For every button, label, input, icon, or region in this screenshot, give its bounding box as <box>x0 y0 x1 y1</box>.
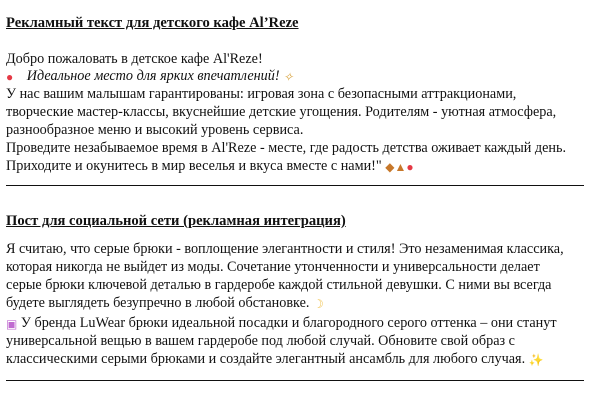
food-icon: ◆ <box>385 159 395 174</box>
body-line-3: разнообразное меню и высокий уровень сервиса. <box>6 122 304 138</box>
confetti-icon: ✧ <box>283 69 294 84</box>
para2-line-1: ▣ У бренда LuWear брюки идеальной посадки и благородного серого оттенка – они станут <box>6 315 557 331</box>
pizza-icon: ▲ <box>394 159 407 174</box>
para1-line-1: Я считаю, что серые брюки - воплощение элегантности и стиля! Это незаменимая классика, <box>6 241 564 257</box>
shopping-bag-icon: ▣ <box>6 316 18 331</box>
section1-heading: Рекламный текст для детского кафе Al’Reze <box>6 15 299 31</box>
body-line-4: Проведите незабываемое время в Al'Reze - месте, где радость детства оживает каждый день. <box>6 140 567 156</box>
crescent-icon: ☽ <box>312 296 324 311</box>
para2-line-3: классическими серыми брюками и создайте элегантный ансамбль для любого случая. ✨ <box>6 351 544 367</box>
balloon-icon: ● <box>406 159 414 174</box>
divider-1 <box>6 185 584 186</box>
tagline-line: ● Идеальное место для ярких впечатлений! ✧ <box>6 68 294 84</box>
para1-line-2: которая никогда не выйдет из моды. Сочетание утонченности и универсальности делает <box>6 259 540 275</box>
para1-line-4: будете выглядеть безупречно в любой обстановке. ☽ <box>6 295 324 311</box>
sparkles-icon: ✨ <box>528 352 544 367</box>
para1-line-3: серые брюки ключевой деталью в гардеробе каждой стильной девушки. С ними вы всегда <box>6 277 552 293</box>
greeting-line: Добро пожаловать в детское кафе Al'Reze! <box>6 51 263 67</box>
body-line-1: У нас вашим малышам гарантированы: игровая зона с безопасными аттракционами, <box>6 86 517 102</box>
section2-heading: Пост для социальной сети (рекламная интеграция) <box>6 213 346 229</box>
balloon-icon: ● <box>6 69 14 84</box>
divider-2 <box>6 380 584 381</box>
body-line-5: Приходите и окунитесь в мир веселья и вкуса вместе с нами!" ◆▲● <box>6 158 414 174</box>
para2-line-2: универсальной вещью в вашем гардеробе под любой случай. Обновите свой образ с <box>6 333 515 349</box>
body-line-2: творческие мастер-классы, вкуснейшие детские угощения. Родителям - уютная атмосфера, <box>6 104 557 120</box>
